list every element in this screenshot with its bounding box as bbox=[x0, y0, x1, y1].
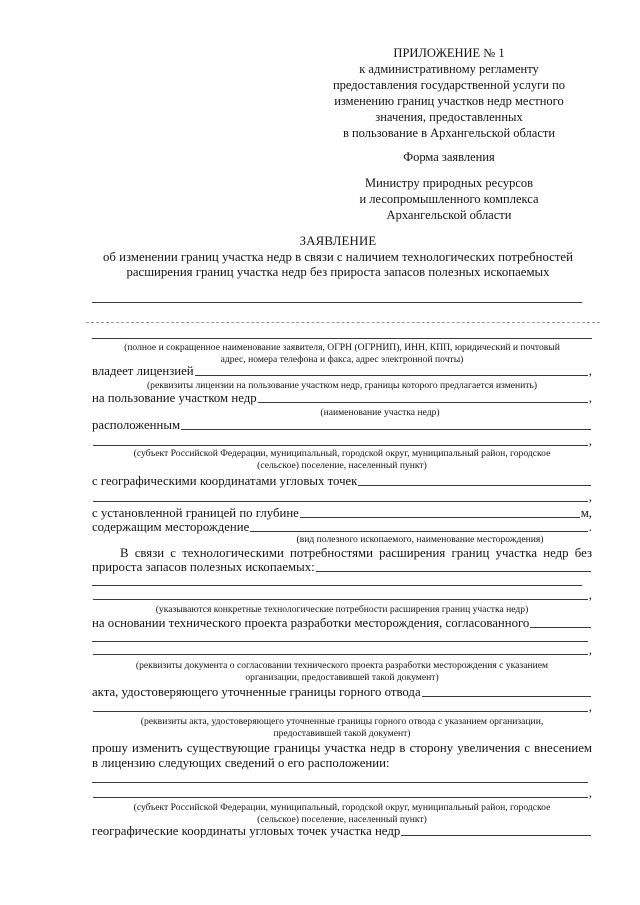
form-label: Форма заявления bbox=[403, 150, 495, 164]
approval-note-2: организации, предоставившей такой документ) bbox=[245, 672, 439, 683]
needs-paragraph-line-1: В связи с технологическими потребностями расширения границ участка недр без bbox=[120, 546, 592, 560]
appendix-line-2: предоставления государственной услуги по bbox=[332, 78, 566, 92]
mineral-note: (вид полезного ископаемого, наименование месторождения) bbox=[296, 534, 544, 545]
coordinates-label: с географическими координатами угловых точек bbox=[92, 474, 358, 488]
depth-row bbox=[92, 506, 592, 521]
depth-label: с установленной границей по глубине bbox=[92, 506, 299, 520]
location-field-1[interactable] bbox=[92, 782, 588, 783]
project-field-1[interactable] bbox=[530, 627, 591, 628]
project-field-2[interactable] bbox=[92, 641, 588, 642]
located-label: расположенным bbox=[92, 418, 181, 432]
appendix-line-1: к административному регламенту bbox=[359, 62, 539, 76]
project-comma: , bbox=[588, 643, 592, 657]
coordinates-field-1[interactable] bbox=[358, 485, 591, 486]
project-row bbox=[92, 616, 592, 631]
needs-row-3 bbox=[92, 588, 592, 603]
subject-note-1: (субъект Российской Федерации, муниципальный, городской округ, муниципальный район, городское bbox=[133, 448, 551, 459]
act-field-2[interactable] bbox=[93, 711, 588, 712]
needs-note: (указываются конкретные технологические потребности расширения границ участка недр) bbox=[155, 604, 529, 615]
appendix-line-5: в пользование в Архангельской области bbox=[342, 126, 556, 140]
deposit-row bbox=[92, 520, 592, 535]
addressee-line-1: Министру природных ресурсов bbox=[364, 176, 534, 190]
needs-field-3[interactable] bbox=[93, 599, 588, 600]
needs-field-1[interactable] bbox=[316, 571, 591, 572]
act-field-1[interactable] bbox=[422, 696, 591, 697]
final-coordinates-row bbox=[92, 824, 592, 839]
coordinates-row-2 bbox=[92, 490, 592, 505]
deposit-dot: . bbox=[588, 520, 592, 534]
located-row bbox=[92, 418, 592, 433]
needs-comma: , bbox=[588, 588, 592, 602]
addressee-line-2: и лесопромышленного комплекса bbox=[359, 192, 539, 206]
located-field-2[interactable] bbox=[93, 445, 588, 446]
project-field-3[interactable] bbox=[93, 654, 588, 655]
deposit-label: содержащим месторождение bbox=[92, 520, 250, 534]
needs-field-2[interactable] bbox=[92, 585, 582, 586]
deposit-field[interactable] bbox=[250, 531, 587, 532]
plot-use-row bbox=[92, 391, 592, 406]
located-field-1[interactable] bbox=[181, 429, 591, 430]
applicant-field-line-2[interactable] bbox=[86, 322, 600, 323]
approval-note-1: (реквизиты документа о согласовании технического проекта разработки месторождения с указанием bbox=[135, 660, 549, 671]
project-row-3 bbox=[92, 643, 592, 658]
license-note: (реквизиты лицензии на пользование участком недр, границы которого предлагается изменить) bbox=[146, 380, 538, 391]
coordinates-field-2[interactable] bbox=[93, 501, 588, 502]
request-line-2: в лицензию следующих сведений о его расположении: bbox=[92, 756, 390, 770]
act-row-2 bbox=[92, 700, 592, 715]
applicant-field-line-1[interactable] bbox=[92, 302, 582, 303]
license-field[interactable] bbox=[195, 375, 588, 376]
title-subline-1: об изменении границ участка недр в связи с наличием технологических потребностей bbox=[103, 250, 573, 264]
addressee-line-3: Архангельской области bbox=[386, 208, 512, 222]
plot-use-label: на пользование участком недр bbox=[92, 391, 257, 405]
location-comma: , bbox=[588, 786, 592, 800]
final-coordinates-field[interactable] bbox=[401, 835, 591, 836]
document-title: ЗАЯВЛЕНИЕ bbox=[299, 234, 377, 248]
applicant-note-1: (полное и сокращенное наименование заявителя, ОГРН (ОГРНИП), ИНН, КПП, юридический и почтовый bbox=[124, 342, 560, 353]
appendix-line-3: изменению границ участков недр местного bbox=[334, 94, 564, 108]
act-note-1: (реквизиты акта, удостоверяющего уточненные границы горного отвода с указанием организации, bbox=[140, 716, 544, 727]
license-comma: , bbox=[588, 364, 592, 378]
depth-unit: м, bbox=[580, 506, 592, 520]
needs-row bbox=[92, 560, 592, 575]
located-row-2 bbox=[92, 434, 592, 449]
located-comma: , bbox=[588, 434, 592, 448]
appendix-line-4: значения, предоставленных bbox=[375, 110, 523, 124]
project-label: на основании технического проекта разработки месторождения, согласованного bbox=[92, 616, 530, 630]
final-coordinates-label: географические координаты угловых точек участка недр bbox=[92, 824, 401, 838]
subject2-note-2: (сельское) поселение, населенный пункт) bbox=[257, 814, 427, 825]
needs-label: прироста запасов полезных ископаемых: bbox=[92, 560, 315, 574]
act-row bbox=[92, 685, 592, 700]
license-label: владеет лицензией bbox=[92, 364, 194, 378]
act-label: акта, удостоверяющего уточненные границы горного отвода bbox=[92, 685, 421, 699]
plot-name-field[interactable] bbox=[258, 402, 588, 403]
applicant-field-line-3[interactable] bbox=[92, 338, 592, 339]
coordinates-row bbox=[92, 474, 592, 489]
plot-use-comma: , bbox=[588, 391, 592, 405]
title-subline-2: расширения границ участка недр без прироста запасов полезных ископаемых bbox=[126, 265, 550, 279]
applicant-note-2: адрес, номера телефона и факса, адрес электронной почты) bbox=[220, 354, 464, 365]
location-field-2[interactable] bbox=[93, 797, 588, 798]
appendix-title: ПРИЛОЖЕНИЕ № 1 bbox=[393, 46, 505, 60]
subject-note-2: (сельское) поселение, населенный пункт) bbox=[257, 460, 427, 471]
license-row bbox=[92, 364, 592, 379]
subject2-note-1: (субъект Российской Федерации, муниципальный, городской округ, муниципальный район, городское bbox=[133, 802, 551, 813]
plot-name-note: (наименование участка недр) bbox=[320, 407, 440, 418]
depth-field[interactable] bbox=[300, 517, 580, 518]
act-note-2: предоставившей такой документ) bbox=[273, 728, 411, 739]
request-line-1: прошу изменить существующие границы участка недр в сторону увеличения с внесением bbox=[92, 741, 592, 755]
location-row-2 bbox=[92, 786, 592, 801]
act-comma: , bbox=[588, 700, 592, 714]
coordinates-comma: , bbox=[588, 490, 592, 504]
